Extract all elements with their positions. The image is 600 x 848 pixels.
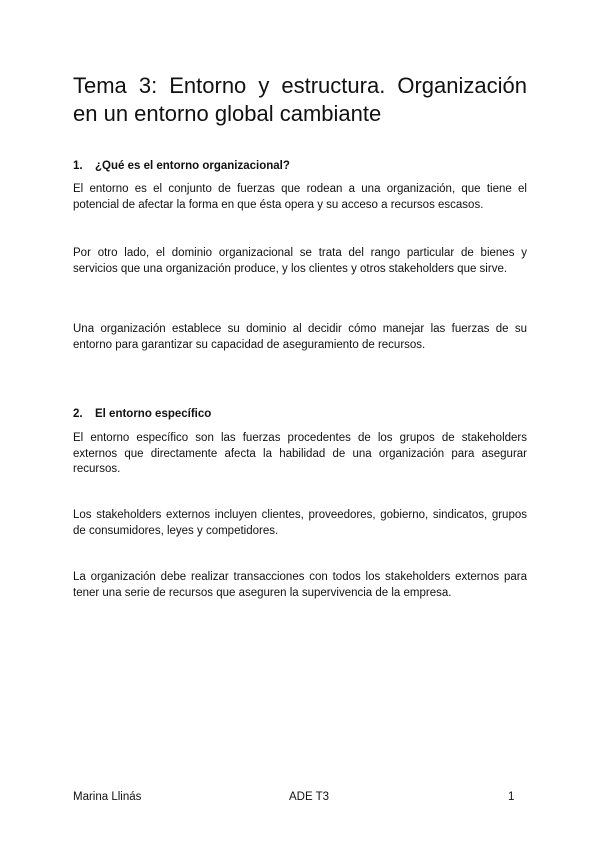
section-title-2: El entorno específico (95, 408, 212, 420)
footer-author: Marina Llinás (73, 791, 142, 803)
page-title: Tema 3: Entorno y estructura. Organización en un entorno global cambiante (73, 73, 527, 126)
section-heading-2 (73, 406, 211, 422)
section-heading-1 (73, 158, 290, 174)
section-number-1: 1. (73, 160, 83, 172)
paragraph-2-3: La organización debe realizar transacciones con todos los stakeholders externos para tener una serie de recursos que aseguren la supervivencia de la empresa. (73, 571, 527, 599)
paragraph-1-2: Por otro lado, el dominio organizacional se trata del rango particular de bienes y servicios que una organización produce, y los clientes y otros stakeholders que sirve. (73, 247, 527, 275)
paragraph-1-3: Una organización establece su dominio al decidir cómo manejar las fuerzas de su entorno para garantizar su capacidad de aseguramiento de recursos. (73, 323, 527, 351)
paragraph-1-1: El entorno es el conjunto de fuerzas que rodean a una organización, que tiene el potencial de afectar la forma en que ésta opera y su acceso a recursos escasos. (73, 183, 527, 211)
paragraph-2-1: El entorno específico son las fuerzas procedentes de los grupos de stakeholders externos que directamente afecta la habilidad de una organización para asegurar recursos. (73, 432, 527, 475)
footer-course: ADE T3 (289, 791, 330, 803)
footer-page-number: 1 (508, 791, 515, 803)
section-title-1: ¿Qué es el entorno organizacional? (95, 160, 290, 172)
section-number-2: 2. (73, 408, 83, 420)
paragraph-2-2: Los stakeholders externos incluyen clientes, proveedores, gobierno, sindicatos, grupos de consumidores, leyes y competidores. (73, 509, 527, 537)
